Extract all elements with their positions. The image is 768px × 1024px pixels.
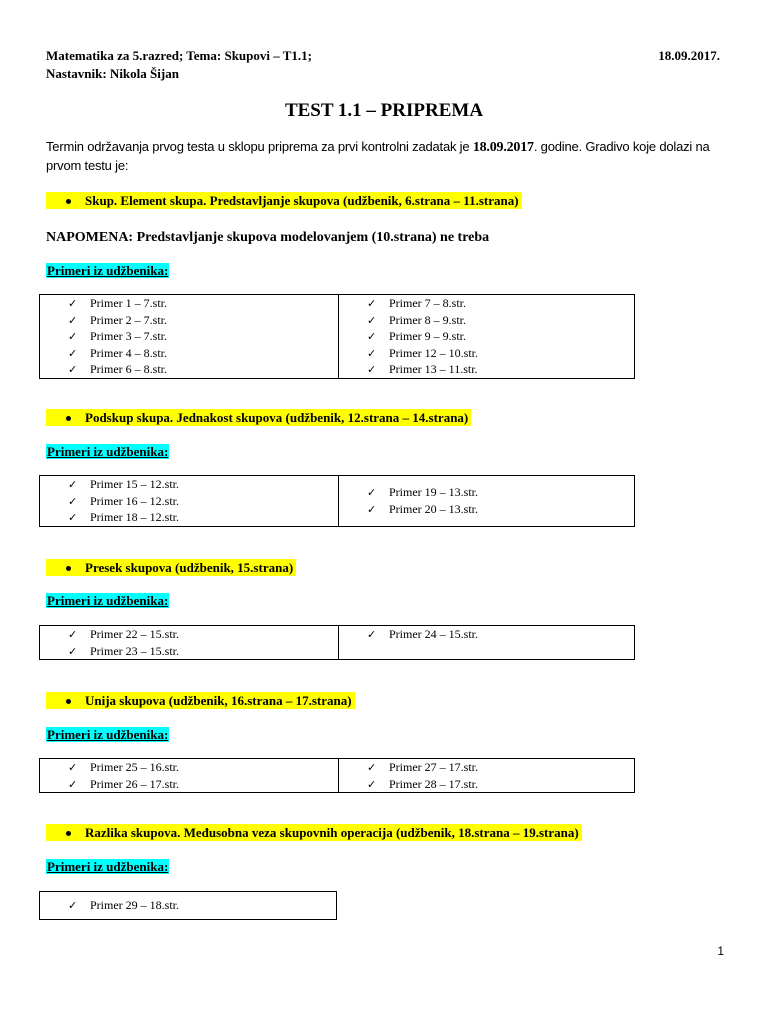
page-title: TEST 1.1 – PRIPREMA	[284, 100, 484, 121]
examples-left-column	[40, 626, 339, 660]
example-item	[339, 312, 634, 329]
checkmark-icon: ✓	[367, 628, 377, 641]
example-item	[339, 776, 634, 793]
checkmark-icon: ✓	[68, 899, 78, 913]
example-text: Primer 29 – 18.str.	[90, 898, 179, 913]
example-item	[40, 776, 338, 793]
example-item	[339, 345, 634, 362]
example-item	[339, 501, 634, 518]
checkmark-icon: ✓	[68, 346, 78, 360]
section-5-examples-label	[46, 858, 169, 876]
example-text: Primer 26 – 17.str.	[90, 776, 179, 791]
checkmark-icon: ✓	[68, 494, 78, 508]
checkmark-icon: ✓	[68, 761, 78, 774]
example-text: Primer 24 – 15.str.	[389, 627, 478, 641]
checkmark-icon: ✓	[367, 502, 377, 516]
example-text: Primer 13 – 11.str.	[389, 362, 478, 377]
topic-text: Unija skupova (udžbenik, 16.strana – 17.strana)	[85, 693, 352, 708]
examples-left-column	[40, 476, 339, 527]
checkmark-icon: ✓	[68, 363, 78, 377]
section-1-examples-label	[46, 262, 169, 280]
example-text: Primer 2 – 7.str.	[90, 312, 167, 327]
checkmark-icon: ✓	[68, 330, 78, 344]
example-text: Primer 8 – 9.str.	[389, 312, 466, 327]
checkmark-icon: ✓	[68, 297, 78, 310]
example-item	[40, 493, 338, 510]
checkmark-icon: ✓	[367, 346, 377, 360]
example-text: Primer 4 – 8.str.	[90, 345, 167, 360]
example-item	[40, 897, 336, 914]
topic-text: Skup. Element skupa. Predstavljanje skupova (udžbenik, 6.strana – 11.strana)	[85, 193, 519, 208]
checkmark-icon: ✓	[68, 777, 78, 791]
checkmark-icon: ✓	[367, 761, 377, 774]
examples-left-column	[40, 295, 339, 379]
header-teacher: Nastavnik: Nikola Šijan	[46, 66, 179, 81]
bullet-icon	[66, 416, 71, 421]
section-4-topic	[46, 692, 355, 710]
checkmark-icon: ✓	[367, 297, 377, 310]
example-item	[40, 626, 338, 643]
section-4-examples-label	[46, 726, 169, 744]
section-2-examples-table	[39, 475, 635, 527]
example-item	[339, 328, 634, 345]
examples-right-column	[339, 295, 635, 379]
section-2-examples-label	[46, 443, 169, 461]
example-item	[40, 295, 338, 312]
example-item	[40, 759, 338, 776]
topic-text: Razlika skupova. Međusobna veza skupovnih operacija (udžbenik, 18.strana – 19.strana)	[85, 825, 579, 840]
header-date: 18.09.2017.	[658, 48, 720, 63]
section-5-topic	[46, 824, 582, 842]
example-item	[339, 295, 634, 312]
example-text: Primer 23 – 15.str.	[90, 643, 179, 658]
example-text: Primer 1 – 7.str.	[90, 296, 167, 310]
intro-text-1: Termin održavanja prvog testa u sklopu priprema za prvi kontrolni zadatak je	[46, 139, 473, 154]
example-item	[40, 509, 338, 526]
section-2-topic	[46, 409, 471, 427]
intro-paragraph	[46, 138, 726, 175]
example-text: Primer 20 – 13.str.	[389, 501, 478, 516]
example-text: Primer 18 – 12.str.	[90, 510, 179, 525]
checkmark-icon: ✓	[68, 478, 78, 491]
example-text: Primer 9 – 9.str.	[389, 329, 466, 344]
example-text: Primer 3 – 7.str.	[90, 329, 167, 344]
example-item	[40, 312, 338, 329]
page-number: 1	[717, 944, 724, 958]
examples-left-column	[40, 892, 337, 920]
bullet-icon	[66, 831, 71, 836]
examples-label: Primeri iz udžbenika:	[47, 263, 169, 278]
examples-left-column	[40, 759, 339, 793]
example-item	[40, 345, 338, 362]
section-3-examples-table	[39, 625, 635, 660]
bullet-icon	[66, 699, 71, 704]
example-item	[40, 476, 338, 493]
example-item	[40, 361, 338, 378]
checkmark-icon: ✓	[367, 486, 377, 500]
examples-right-column	[339, 759, 635, 793]
bullet-icon	[66, 199, 71, 204]
checkmark-icon: ✓	[68, 313, 78, 327]
example-text: Primer 15 – 12.str.	[90, 477, 179, 491]
example-item	[40, 328, 338, 345]
section-4-examples-table	[39, 758, 635, 793]
example-text: Primer 22 – 15.str.	[90, 627, 179, 641]
example-text: Primer 28 – 17.str.	[389, 776, 478, 791]
topic-text: Podskup skupa. Jednakost skupova (udžbenik, 12.strana – 14.strana)	[85, 410, 469, 425]
checkmark-icon: ✓	[367, 313, 377, 327]
example-item	[339, 626, 634, 643]
header-subject: Matematika za 5.razred; Tema: Skupovi – T1.1;	[46, 48, 313, 63]
checkmark-icon: ✓	[68, 511, 78, 525]
intro-date: 18.09.2017	[472, 140, 534, 155]
example-text: Primer 19 – 13.str.	[389, 485, 478, 500]
example-text: Primer 25 – 16.str.	[90, 760, 179, 774]
section-5-examples-table	[39, 891, 337, 920]
checkmark-icon: ✓	[68, 644, 78, 658]
example-item	[339, 759, 634, 776]
examples-label: Primeri iz udžbenika:	[47, 727, 169, 742]
example-text: Primer 16 – 12.str.	[90, 493, 179, 508]
section-1-topic	[46, 192, 522, 210]
checkmark-icon: ✓	[367, 363, 377, 377]
examples-right-column	[339, 476, 635, 527]
checkmark-icon: ✓	[367, 330, 377, 344]
example-text: Primer 12 – 10.str.	[389, 345, 478, 360]
example-text: Primer 7 – 8.str.	[389, 296, 466, 310]
example-text: Primer 27 – 17.str.	[389, 760, 478, 774]
section-1-note: NAPOMENA: Predstavljanje skupova modelovanjem (10.strana) ne treba	[46, 230, 490, 245]
section-3-examples-label	[46, 592, 169, 610]
examples-label: Primeri iz udžbenika:	[47, 859, 169, 874]
example-item	[40, 643, 338, 660]
example-text: Primer 6 – 8.str.	[90, 362, 167, 377]
example-item	[339, 361, 634, 378]
examples-right-column	[339, 626, 635, 660]
section-3-topic	[46, 559, 296, 577]
examples-label: Primeri iz udžbenika:	[47, 593, 169, 608]
topic-text: Presek skupova (udžbenik, 15.strana)	[85, 560, 294, 575]
example-item	[339, 484, 634, 501]
examples-label: Primeri iz udžbenika:	[47, 444, 169, 459]
checkmark-icon: ✓	[367, 777, 377, 791]
section-1-examples-table	[39, 294, 635, 379]
intro-text-2: . godine. Gradivo koje dolazi na prvom testu je:	[46, 139, 710, 173]
checkmark-icon: ✓	[68, 628, 78, 641]
bullet-icon	[66, 566, 71, 571]
